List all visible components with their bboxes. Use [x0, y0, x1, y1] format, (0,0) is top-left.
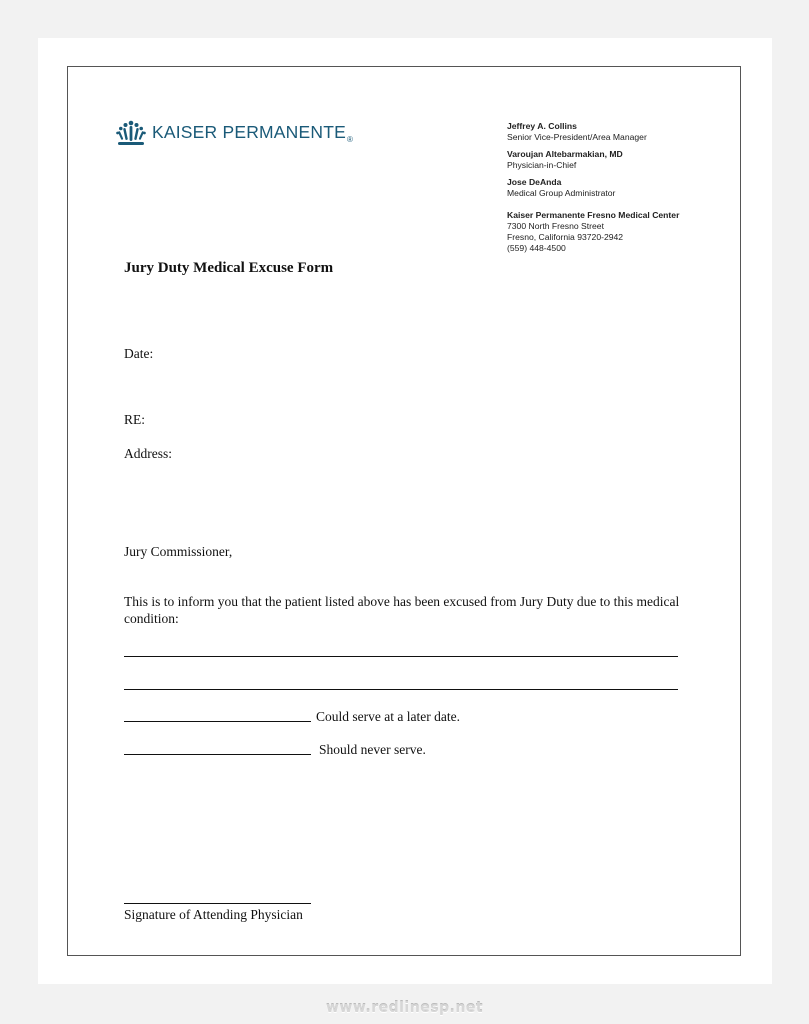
contact-name: Jeffrey A. Collins	[507, 121, 577, 131]
center-street: 7300 North Fresno Street	[507, 221, 604, 231]
contact-role: Senior Vice-President/Area Manager	[507, 132, 647, 142]
condition-line-1[interactable]	[124, 656, 678, 657]
condition-line-2[interactable]	[124, 689, 678, 690]
option-later	[124, 709, 460, 725]
contact-role: Physician-in-Chief	[507, 160, 577, 170]
option-never-blank[interactable]	[124, 753, 311, 755]
option-later-label: Could serve at a later date.	[316, 709, 460, 724]
body-paragraph: This is to inform you that the patient listed above has been excused from Jury Duty due to this medical condition:	[124, 594, 680, 626]
center-name: Kaiser Permanente Fresno Medical Center	[507, 210, 680, 220]
contact-role: Medical Group Administrator	[507, 188, 616, 198]
address-label: Address:	[124, 446, 172, 461]
signature-label: Signature of Attending Physician	[124, 907, 303, 922]
re-label: RE:	[124, 412, 146, 427]
signature-line[interactable]	[124, 903, 311, 904]
option-later-blank[interactable]	[124, 720, 311, 722]
option-never-label: Should never serve.	[319, 742, 426, 757]
center-city: Fresno, California 93720-2942	[507, 232, 624, 242]
contact-name: Jose DeAnda	[507, 177, 562, 187]
contact-name: Varoujan Altebarmakian, MD	[507, 149, 623, 159]
letterhead-contacts	[507, 121, 727, 254]
watermark: www.redlinesp.net	[325, 1000, 484, 1016]
kaiser-logo	[116, 120, 353, 146]
date-label: Date:	[124, 346, 154, 361]
form-title: Jury Duty Medical Excuse Form	[124, 260, 334, 276]
logo-wordmark: KAISER $PERMANENTE_®$	[152, 121, 354, 145]
option-never	[124, 742, 426, 758]
kaiser-people-icon	[116, 120, 146, 146]
center-phone: (559) 448-4500	[507, 243, 566, 253]
salutation: Jury Commissioner,	[124, 544, 233, 559]
